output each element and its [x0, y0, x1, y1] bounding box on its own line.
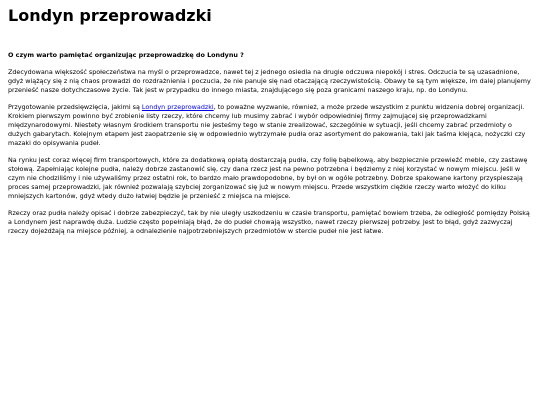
paragraph-intro: Zdecydowana większość społeczeństwa na myśl o przeprowadzce, nawet tej z jednego osiedla na drugie odczuwa niepokój i stres. Odczucia te są uzasadnione, gdyż wiążący się z nią chaos prowadzi do rozdrażnienia i poczucia, że nie panuje się nad otaczającą rzeczywistością. Obawy te są tym większe, im dalej planujemy przenieść nasze dotychczasowe życie. Tak jest w przypadku do innego miasta, znajdującego się poza granicami naszego kraju, np. do Londynu. [8, 68, 531, 94]
article-subtitle: O czym warto pamiętać organizując przeprowadzkę do Londynu ? [8, 51, 244, 59]
page-title: Londyn przeprowadzki [8, 6, 212, 25]
paragraph-transport: Na rynku jest coraz więcej firm transportowych, które za dodatkową opłatą dostarczają pudła, czy folię bąbelkową, aby bezpiecznie przewieźć meble, czy zastawę stołową. Zapełniając kolejne pudła, należy dobrze zastanowić się, czy dana rzecz jest na pewno potrzebna i będziemy z niej korzystać w nowym miejscu. Jeśli w czym nie chodziliśmy i nie używaliśmy przez ostatni rok, to bardzo mało prawdopodobne, by był on w ogóle potrzebny. Dobrze spakowane kartony przyspieszają proces samej przeprowadzki, jak również pozwalają szybciej zorganizować się już w nowym miejscu. Przede wszystkim ciężkie rzeczy warto włożyć do kilku mniejszych kartonów, gdyż wtedy dużo łatwiej będzie je przenieść z miejsca na miejsce. [8, 156, 528, 200]
paragraph-preparation-start: Przygotowanie przedsięwzięcia, jakimi są [8, 103, 142, 112]
paragraph-preparation [8, 103, 532, 147]
londyn-przeprowadzki-link[interactable]: Londyn przeprowadzki [141, 103, 214, 112]
paragraph-preparation-end: , to poważne wyzwanie, również, a może przede wszystkim z punktu widzenia dobrej organizacji. Krokiem pierwszym powinno być zrobienie listy rzeczy, które chcemy lub musimy zabrać i wybór odpowiedniej firmy zajmującej się przeprowadzkami międzynarodowymi. Niestety własnym środkiem transportu nie jesteśmy tego w stanie zrealizować, szczególnie w sytuacji, jeśli chcemy zabrać przedmioty o dużych gabarytach. Kolejnym etapem jest zaopatrzenie się w odpowiednio wytrzymałe pudła oraz asortyment do pakowania, taki jak taśma klejąca, nożyczki czy mazaki do opisywania pudeł. [8, 103, 526, 147]
paragraph-packing: Rzeczy oraz pudła należy opisać i dobrze zabezpieczyć, tak by nie uległy uszkodzeniu w czasie transportu, pamiętać bowiem trzeba, że odległość pomiędzy Polską a Londynem jest naprawdę duża. Ludzie często popełniają błąd, że do pudeł chowają wszystko, nawet rzeczy pierwszej potrzeby. Jest to błąd, gdyż zazwyczaj rzeczy dojeżdżają na miejsce później, a odnalezienie najpotrzebniejszych przedmiotów w stercie pudeł nie jest łatwe. [8, 209, 530, 235]
